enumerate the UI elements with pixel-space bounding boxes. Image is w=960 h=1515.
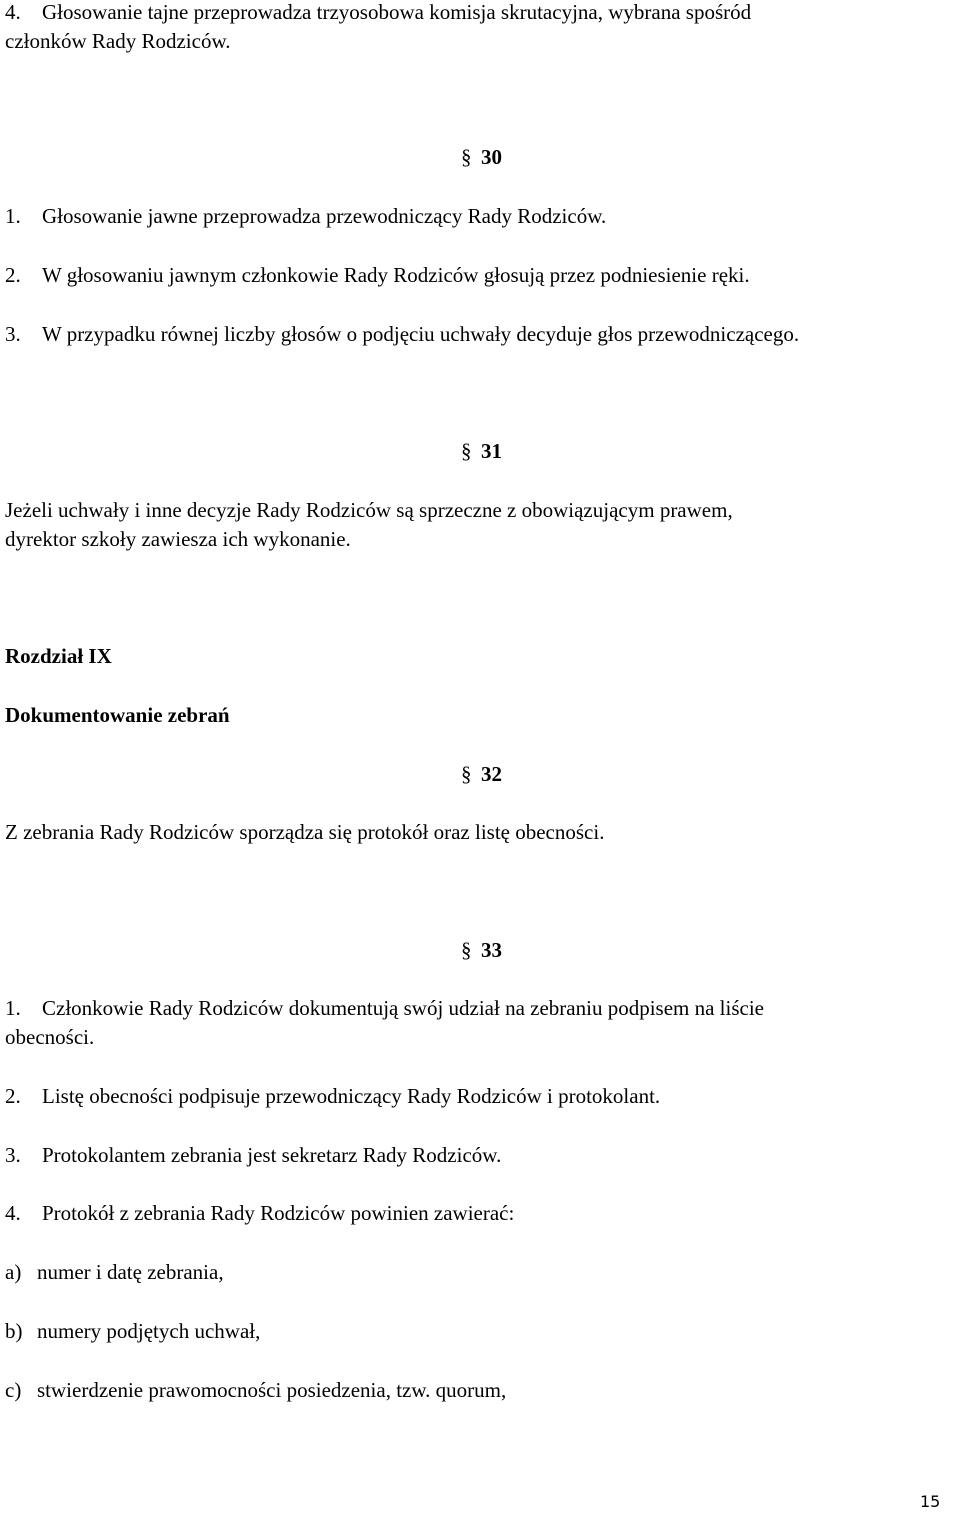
item-text: W przypadku równej liczby głosów o podjęciu uchwały decyduje głos przewodniczącego. <box>42 322 800 346</box>
section-heading-31 <box>461 437 502 465</box>
sub-list-item <box>5 1317 260 1345</box>
chapter-title: Dokumentowanie zebrań <box>5 703 230 727</box>
item-number: 2. <box>5 1084 21 1108</box>
paragraph-text: Z zebrania Rady Rodziców sporządza się protokół oraz listę obecności. <box>5 820 605 844</box>
item-text: W głosowaniu jawnym członkowie Rady Rodziców głosują przez podniesienie ręki. <box>42 263 750 287</box>
section-sign: § <box>461 762 472 786</box>
item-text: Listę obecności podpisuje przewodniczący Rady Rodziców i protokolant. <box>42 1084 661 1108</box>
list-item <box>5 0 751 26</box>
section-number: 32 <box>481 762 502 786</box>
list-item-continuation: obecności. <box>5 1025 95 1049</box>
list-item <box>5 202 606 230</box>
item-text: Protokolantem zebrania jest sekretarz Rady Rodziców. <box>42 1143 502 1167</box>
list-item-continuation: członków Rady Rodziców. <box>5 29 231 53</box>
item-text: numery podjętych uchwał, <box>37 1319 261 1343</box>
item-number: 3. <box>5 1143 21 1167</box>
section-sign: § <box>461 145 472 169</box>
item-text: Członkowie Rady Rodziców dokumentują swój udział na zebraniu podpisem na liście <box>42 996 764 1020</box>
item-letter: c) <box>5 1378 22 1402</box>
section-sign: § <box>461 439 472 463</box>
list-item <box>5 1141 501 1169</box>
item-number: 2. <box>5 263 21 287</box>
page-number: 15 <box>920 1492 941 1511</box>
list-item <box>5 261 750 289</box>
item-number: 4. <box>5 1201 21 1225</box>
section-number: 30 <box>481 145 502 169</box>
paragraph-text: Jeżeli uchwały i inne decyzje Rady Rodziców są sprzeczne z obowiązującym prawem, <box>5 498 733 522</box>
item-text: stwierdzenie prawomocności posiedzenia, tzw. quorum, <box>37 1378 507 1402</box>
item-number: 1. <box>5 996 21 1020</box>
sub-list-item <box>5 1376 506 1404</box>
list-item <box>5 320 799 348</box>
item-letter: a) <box>5 1260 22 1284</box>
list-item <box>5 1199 514 1227</box>
item-number: 1. <box>5 204 21 228</box>
item-text: numer i datę zebrania, <box>37 1260 224 1284</box>
chapter-heading: Rozdział IX <box>5 644 112 668</box>
section-heading-32 <box>461 760 502 788</box>
paragraph-text: dyrektor szkoły zawiesza ich wykonanie. <box>5 527 351 551</box>
list-item <box>5 994 764 1022</box>
item-number: 3. <box>5 322 21 346</box>
item-letter: b) <box>5 1319 23 1343</box>
sub-list-item <box>5 1258 224 1286</box>
section-number: 33 <box>481 938 502 962</box>
section-heading-33 <box>461 936 502 964</box>
item-text: Głosowanie jawne przeprowadza przewodniczący Rady Rodziców. <box>42 204 607 228</box>
item-text: Głosowanie tajne przeprowadza trzyosobowa komisja skrutacyjna, wybrana spośród <box>42 0 752 24</box>
section-heading-30 <box>461 143 502 171</box>
section-sign: § <box>461 938 472 962</box>
item-text: Protokół z zebrania Rady Rodziców powinien zawierać: <box>42 1201 515 1225</box>
item-number: 4. <box>5 0 21 24</box>
section-number: 31 <box>481 439 502 463</box>
list-item <box>5 1082 660 1110</box>
